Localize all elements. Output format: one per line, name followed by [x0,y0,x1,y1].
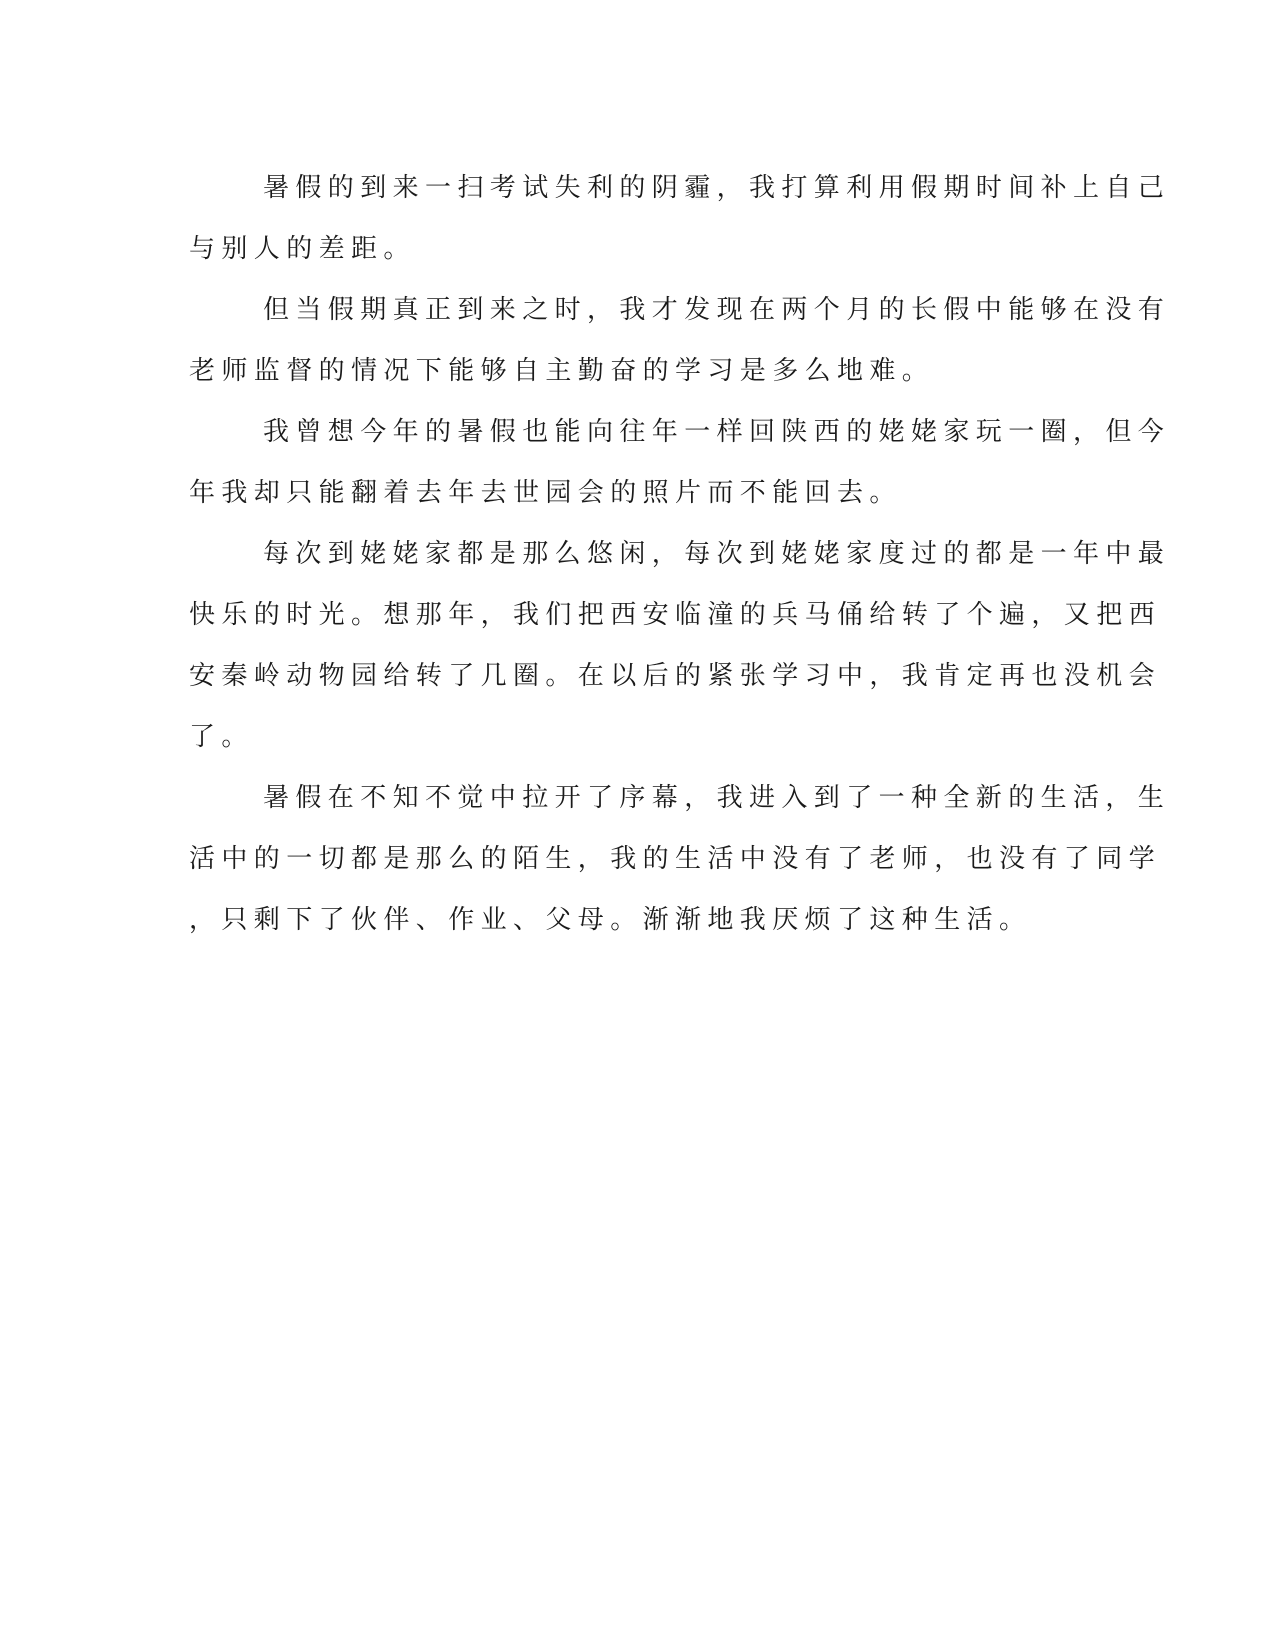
paragraph-line: 了。 [189,722,254,752]
paragraph-5 [189,768,1171,951]
paragraph-line: 快乐的时光。想那年，我们把西安临潼的兵马俑给转了个遍，又把西 [189,600,1162,630]
paragraph-line: 每次到姥姥家都是那么悠闲，每次到姥姥家度过的都是一年中最 [263,539,1171,569]
paragraph-line: 与别人的差距。 [189,234,416,264]
paragraph-2 [189,280,1171,402]
paragraph-line: ，只剩下了伙伴、作业、父母。渐渐地我厌烦了这种生活。 [189,905,1032,935]
paragraph-line: 老师监督的情况下能够自主勤奋的学习是多么地难。 [189,356,935,386]
paragraph-line: 年我却只能翻着去年去世园会的照片而不能回去。 [189,478,902,508]
paragraph-1 [189,158,1171,280]
paragraph-line: 活中的一切都是那么的陌生，我的生活中没有了老师，也没有了同学 [189,844,1162,874]
document-body [189,158,1171,951]
paragraph-line: 我曾想今年的暑假也能向往年一样回陕西的姥姥家玩一圈，但今 [263,417,1171,447]
paragraph-line: 暑假的到来一扫考试失利的阴霾，我打算利用假期时间补上自己 [263,173,1171,203]
paragraph-3 [189,402,1171,524]
paragraph-line: 但当假期真正到来之时，我才发现在两个月的长假中能够在没有 [263,295,1171,325]
paragraph-line: 安秦岭动物园给转了几圈。在以后的紧张学习中，我肯定再也没机会 [189,661,1162,691]
paragraph-line: 暑假在不知不觉中拉开了序幕，我进入到了一种全新的生活，生 [263,783,1171,813]
paragraph-4 [189,524,1171,768]
